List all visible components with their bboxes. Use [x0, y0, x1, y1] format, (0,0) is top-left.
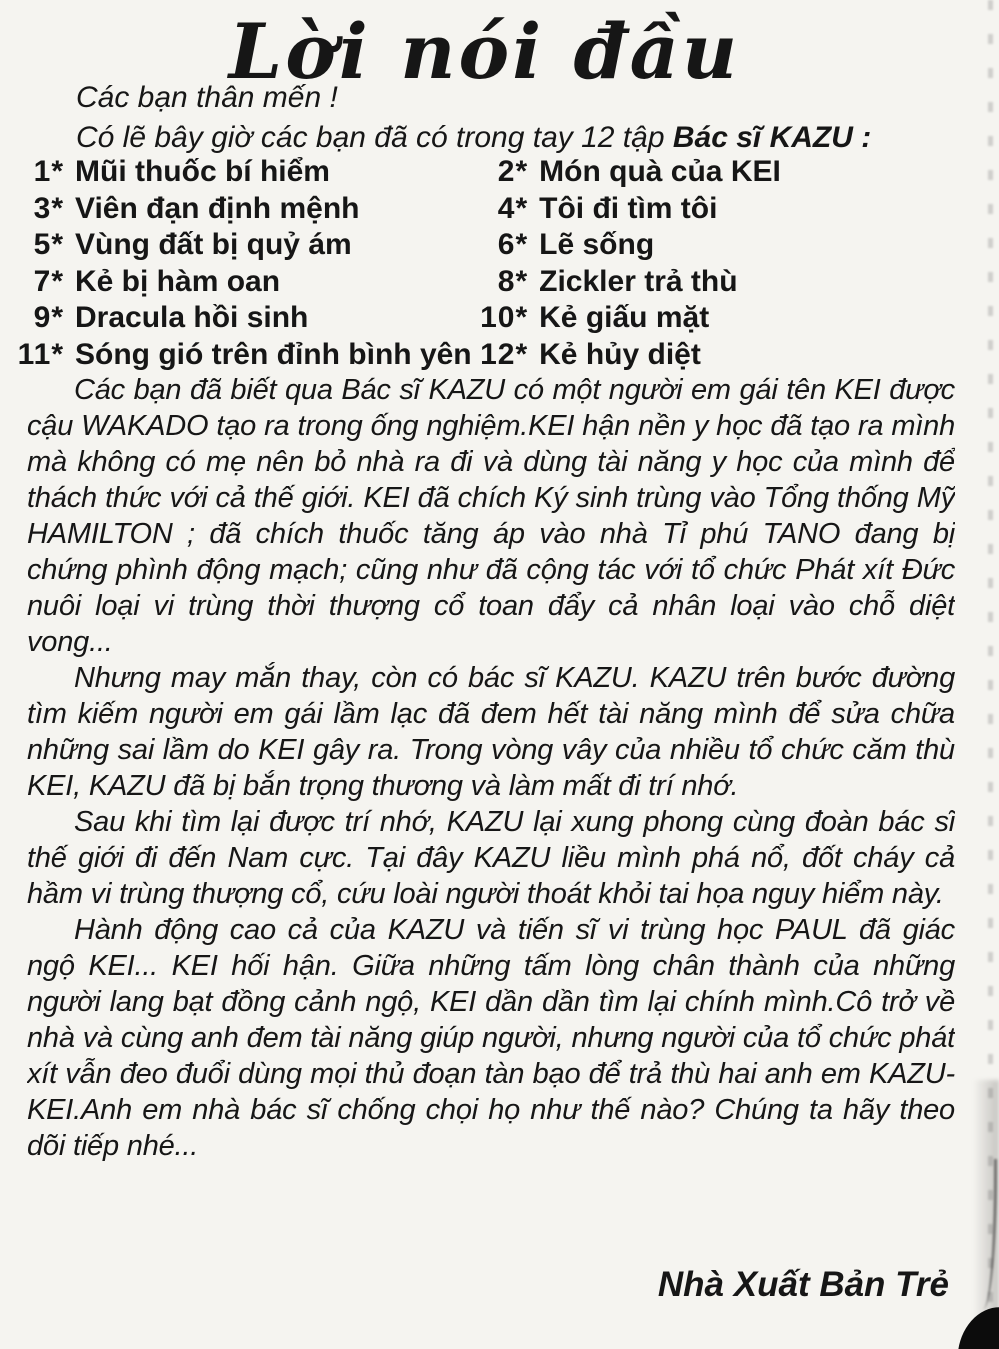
- volume-number: 3*: [33, 191, 64, 225]
- volume-title: Mũi thuốc bí hiểm: [75, 155, 330, 189]
- volume-number: 6*: [497, 228, 529, 262]
- intro-text: Có lẽ bây giờ các bạn đã có trong tay 12 tập: [76, 121, 673, 154]
- volume-number: 2*: [497, 155, 529, 189]
- volume-item: [4, 337, 472, 372]
- page-curl-corner-artifact: [957, 1302, 999, 1349]
- greeting-line: Các bạn thân mến !: [76, 81, 338, 114]
- volume-number: 4*: [497, 191, 529, 225]
- volume-number: 11*: [17, 337, 64, 371]
- paragraph: Nhưng may mắn thay, còn có bác sĩ KAZU. KAZU trên bước đường tìm kiếm người em gái lầm lạc đã đem hết tài năng mình để sửa chữa những sai lầm do KEI gây ra. Trong vòng vây của nhiều tổ chức căm thù KEI, KAZU đã bị bắn trọng thương và làm mất đi trí nhớ.: [27, 662, 955, 802]
- volume-item: [468, 192, 961, 226]
- series-name-emphasis: Bác sĩ KAZU :: [672, 121, 872, 154]
- volume-title: Kẻ giấu mặt: [539, 301, 710, 335]
- volume-item: [4, 155, 468, 189]
- publisher-signature: Nhà Xuất Bản Trẻ: [657, 1265, 949, 1304]
- paragraph: Hành động cao cả của KAZU và tiến sĩ vi trùng học PAUL đã giác ngộ KEI... KEI hối hận. Giữa những tấm lòng chân thành của những người lang bạt đồng cảnh ngộ, KEI dần dần tìm lại chính mình.Cô trở về nhà và cùng anh đem tài năng giúp người, nhưng người của tổ chức phát xít vẫn đeo đuổi dùng mọi thủ đoạn tàn bạo để trả thù hai anh em KAZU-KEI.Anh em nhà bác sĩ chống chọi họ như thế nào? Chúng ta hãy theo dõi tiếp nhé...: [27, 914, 955, 1162]
- volume-item: [468, 301, 961, 335]
- volume-number: 8*: [497, 264, 529, 298]
- page-title: Lời nói đầu: [228, 7, 741, 96]
- volume-title: Món quà của KEI: [539, 155, 781, 189]
- scan-edge-artifact: [988, 0, 993, 1349]
- volume-number: 1*: [33, 155, 64, 189]
- page-curl-line-artifact: [974, 1159, 997, 1309]
- volume-title: Vùng đất bị quỷ ám: [75, 228, 352, 262]
- volume-item: [468, 155, 961, 189]
- intro-line: [76, 118, 955, 158]
- volume-list: [4, 154, 961, 373]
- volume-item: [468, 228, 961, 262]
- volume-title: Dracula hồi sinh: [75, 301, 309, 335]
- volume-number: 7*: [33, 264, 64, 298]
- volume-number: 12*: [480, 337, 529, 371]
- volume-title: Lẽ sống: [539, 228, 655, 262]
- volume-item: [468, 265, 961, 299]
- volume-item: [4, 301, 468, 335]
- volume-title: Sóng gió trên đỉnh bình yên: [75, 337, 472, 371]
- volume-item: [4, 228, 468, 262]
- preface-body: [27, 372, 955, 1164]
- volume-item: [4, 265, 468, 299]
- volume-item: [468, 338, 961, 372]
- volume-number: 5*: [33, 228, 64, 262]
- volume-item: [4, 192, 468, 226]
- volume-number: 9*: [33, 301, 64, 335]
- volume-title: Kẻ hủy diệt: [539, 337, 701, 371]
- paragraph: Sau khi tìm lại được trí nhớ, KAZU lại xung phong cùng đoàn bác sĩ thế giới đi đến Nam cực. Tại đây KAZU liều mình phá nổ, đốt cháy cả hầm vi trùng thượng cổ, cứu loài người thoát khỏi tai họa nguy hiểm này.: [27, 806, 955, 910]
- volume-title: Viên đạn định mệnh: [75, 191, 360, 225]
- volume-number: 10*: [480, 301, 529, 335]
- volume-title: Tôi đi tìm tôi: [539, 191, 718, 225]
- volume-title: Kẻ bị hàm oan: [75, 264, 281, 298]
- paragraph: Các bạn đã biết qua Bác sĩ KAZU có một người em gái tên KEI được cậu WAKADO tạo ra trong ống nghiệm.KEI hận nền y học đã tạo ra mình mà không có mẹ nên bỏ nhà ra đi và dùng tài năng y học của mình để thách thức với cả thế giới. KEI đã chích Ký sinh trùng vào Tổng thống Mỹ HAMILTON ; đã chích thuốc tăng áp vào nhà Tỉ phú TANO đang bị chứng phình động mạch; cũng như đã cộng tác với tổ chức Phát xít Đức nuôi loại vi trùng thời thượng cổ toan đẩy cả nhân loại vào chỗ diệt vong...: [27, 374, 955, 658]
- volume-title: Zickler trả thù: [539, 264, 738, 298]
